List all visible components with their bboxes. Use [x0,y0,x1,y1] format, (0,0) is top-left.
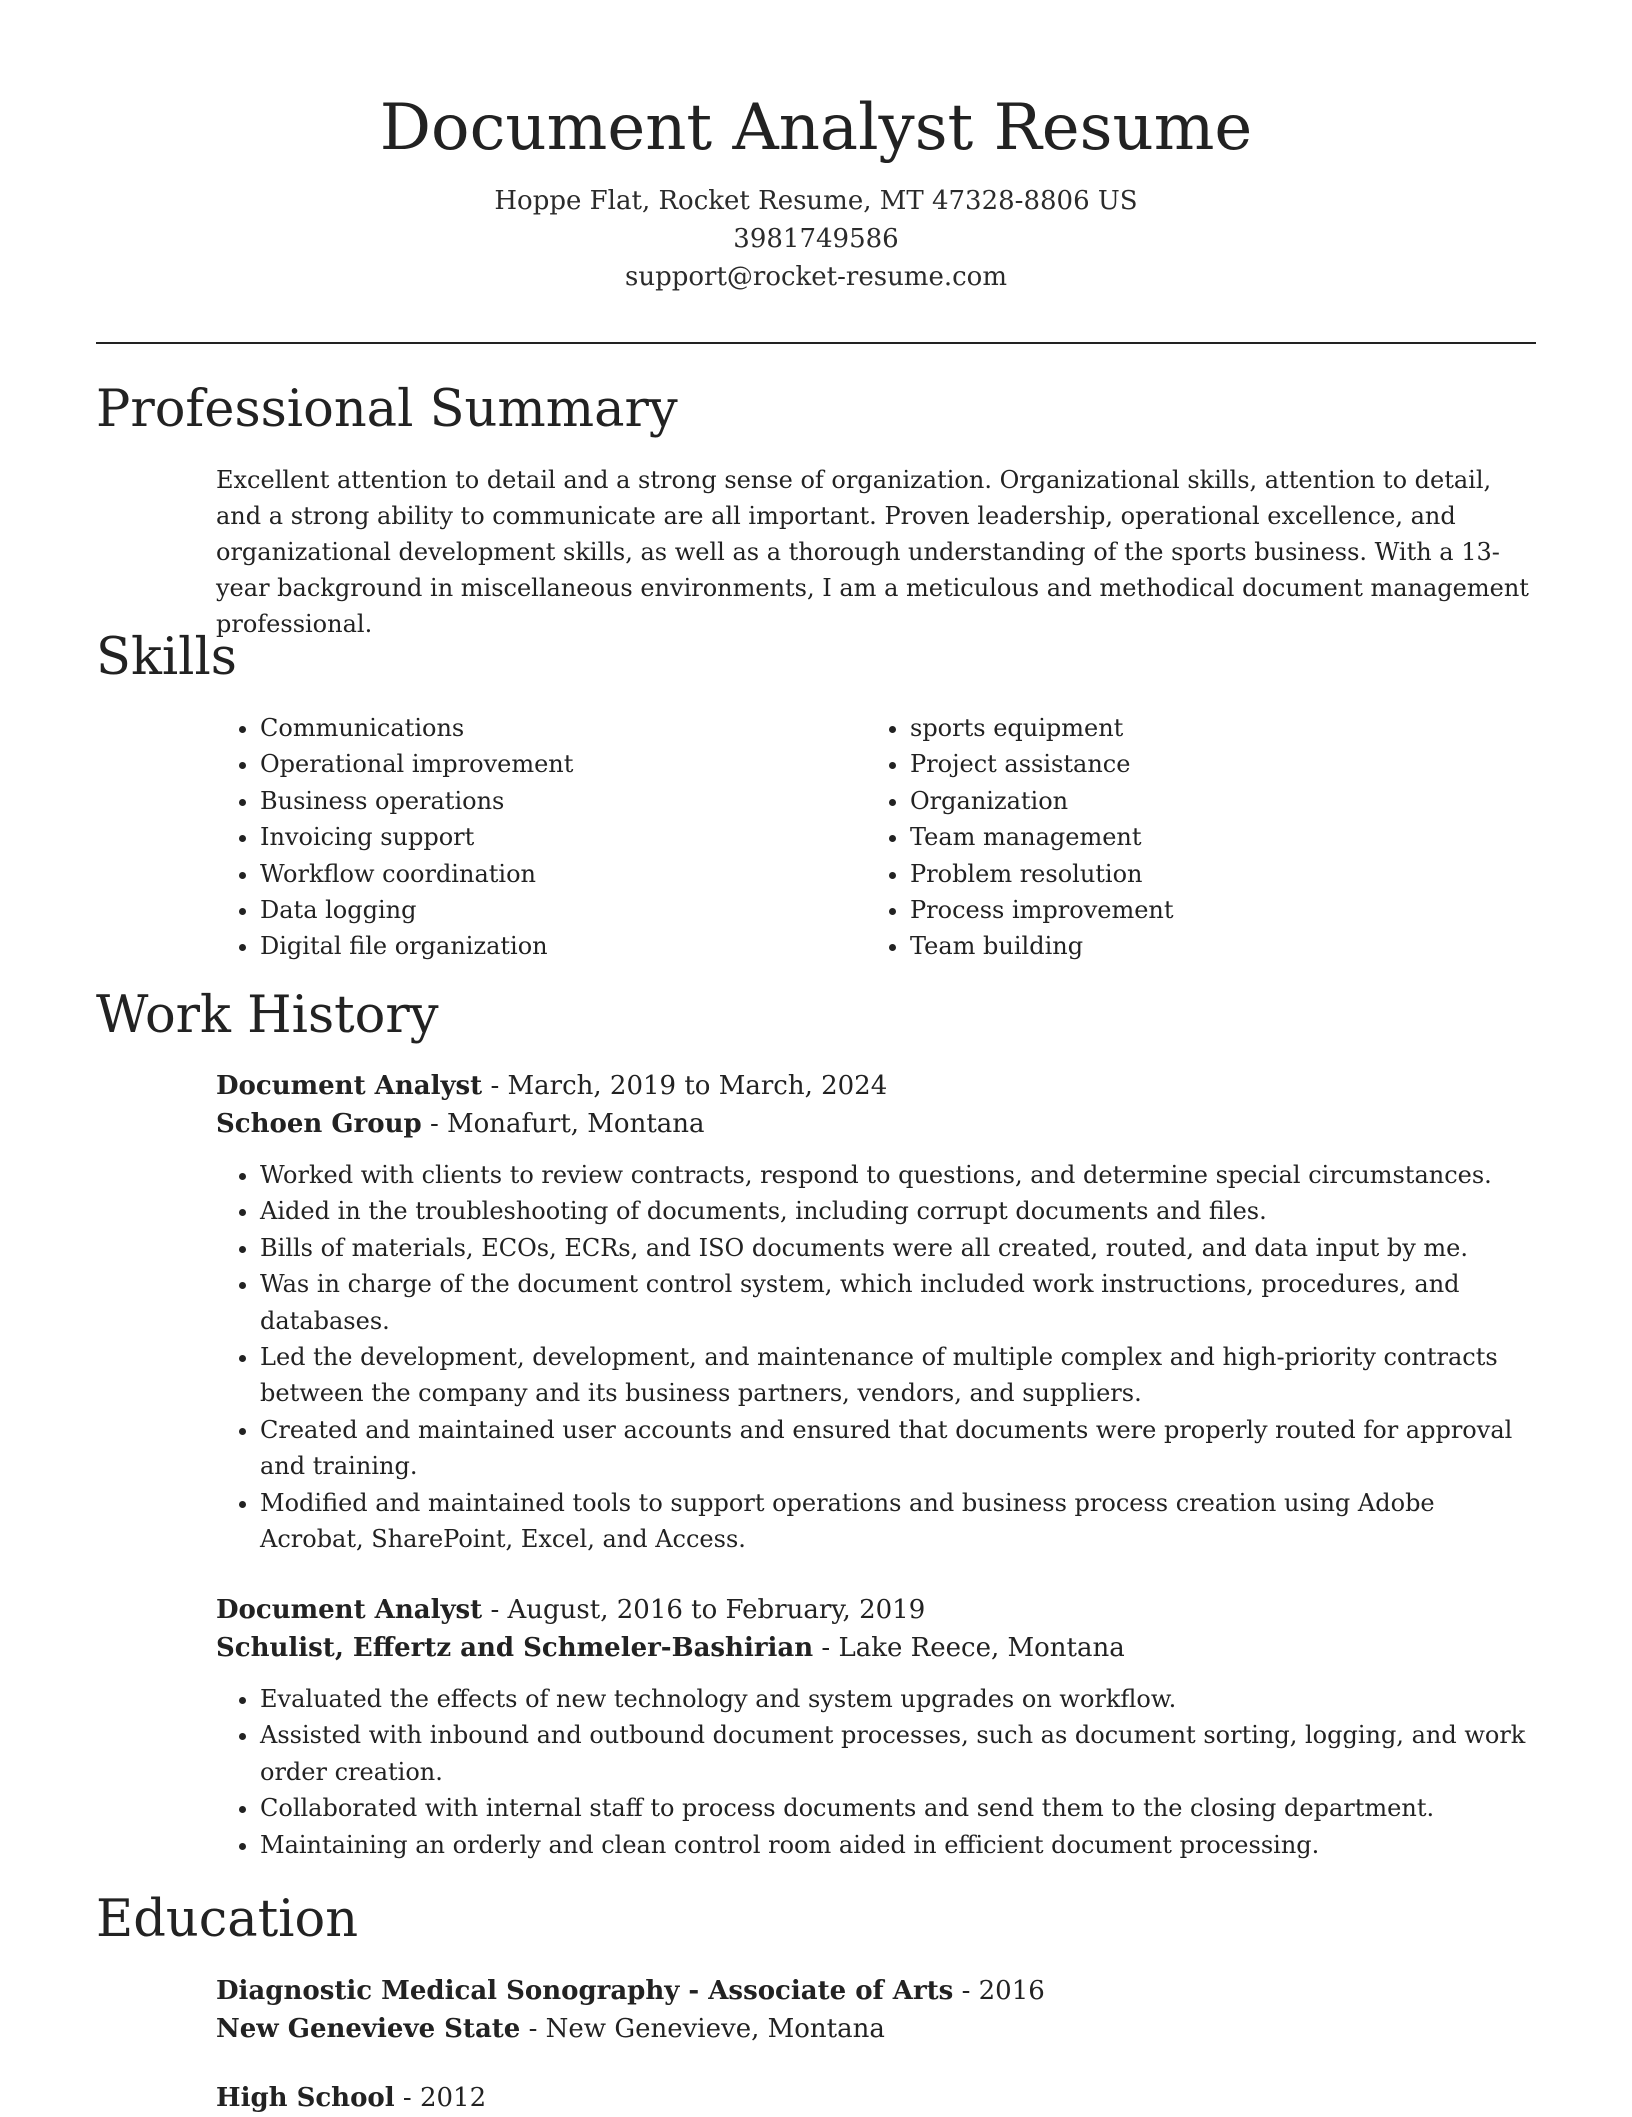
skill-item: • Communications [260,710,860,746]
job-dates: - August, 2016 to February, 2019 [482,1595,926,1625]
contact-info [0,182,1632,296]
section-title-skills: Skills [96,628,237,687]
education-program-line [216,2079,1536,2117]
job-entry [216,1591,1536,1863]
job-location: - Monafurt, Montana [421,1109,705,1139]
header-divider [96,342,1536,344]
education-entry [216,1972,1536,2048]
job-bullets [216,1157,1536,1557]
skill-item: • Organization [910,783,1510,819]
job-bullet: • Collaborated with internal staff to process documents and send them to the closing department. [260,1790,1536,1826]
education-entry [216,2079,1536,2117]
job-bullet: • Worked with clients to review contracts, respond to questions, and determine special circumstances. [260,1157,1536,1193]
education-program: High School [216,2083,395,2113]
skills-column-left [216,710,860,965]
skill-item: • Process improvement [910,892,1510,928]
contact-email: support@rocket-resume.com [624,262,1007,292]
job-bullet: • Led the development, development, and maintenance of multiple complex and high-priority contracts between the company and its business partners, vendors, and suppliers. [260,1339,1536,1412]
education-school: New Genevieve State [216,2014,521,2044]
resume-header [0,82,1632,296]
education-school-line [216,2010,1536,2048]
contact-address: Hoppe Flat, Rocket Resume, MT 47328-8806 US [494,186,1138,216]
skill-item: • Team building [910,928,1510,964]
skill-item: • Operational improvement [260,746,860,782]
job-role: Document Analyst [216,1595,483,1625]
education-location: - New Genevieve, Montana [520,2014,885,2044]
job-bullet: • Modified and maintained tools to support operations and business process creation using Adobe Acrobat, SharePoint, Excel, and Access. [260,1485,1536,1558]
section-title-work-history: Work History [96,986,439,1045]
job-bullet: • Aided in the troubleshooting of documents, including corrupt documents and files. [260,1193,1536,1229]
education-program-line [216,1972,1536,2010]
section-title-education: Education [96,1890,359,1949]
education-program: Diagnostic Medical Sonography - Associate of Arts [216,1976,954,2006]
skill-item: • sports equipment [910,710,1510,746]
job-bullet: • Created and maintained user accounts and ensured that documents were properly routed for approval and training. [260,1412,1536,1485]
contact-phone: 3981749586 [733,224,899,254]
job-bullet: • Bills of materials, ECOs, ECRs, and ISO documents were all created, routed, and data input by me. [260,1230,1536,1266]
skill-item: • Team management [910,819,1510,855]
skills-column-right [866,710,1510,965]
skill-item: • Invoicing support [260,819,860,855]
job-role: Document Analyst [216,1071,483,1101]
job-location: - Lake Reece, Montana [813,1633,1125,1663]
skill-item: • Data logging [260,892,860,928]
education-year: - 2016 [953,1976,1045,2006]
skill-item: • Business operations [260,783,860,819]
resume-title: Document Analyst Resume [379,91,1253,165]
section-title-summary: Professional Summary [96,380,678,439]
skill-item: • Workflow coordination [260,856,860,892]
job-company: Schulist, Effertz and Schmeler-Bashirian [216,1633,814,1663]
job-bullet: • Assisted with inbound and outbound document processes, such as document sorting, logging, and work order creation. [260,1717,1536,1790]
job-title-line [216,1591,1536,1629]
job-dates: - March, 2019 to March, 2024 [482,1071,888,1101]
summary-text: Excellent attention to detail and a strong sense of organization. Organizational skills, attention to detail, and a strong ability to communicate are all important. Proven leadership, operational excellence, and organizational development skills, as well as a thorough understanding of the sports business. With a 13-year background in miscellaneous environments, I am a meticulous and methodical document management professional. [216,466,1529,638]
skill-item: • Project assistance [910,746,1510,782]
job-company-line [216,1629,1536,1667]
education-year: - 2012 [394,2083,487,2113]
skill-item: • Digital file organization [260,928,860,964]
job-company: Schoen Group [216,1109,422,1139]
skill-item: • Problem resolution [910,856,1510,892]
job-company-line [216,1105,1536,1143]
job-title-line [216,1067,1536,1105]
job-bullet: • Maintaining an orderly and clean control room aided in efficient document processing. [260,1827,1536,1863]
job-entry [216,1067,1536,1557]
job-bullet: • Evaluated the effects of new technology and system upgrades on workflow. [260,1681,1536,1717]
job-bullets [216,1681,1536,1863]
job-bullet: • Was in charge of the document control system, which included work instructions, procedures, and databases. [260,1266,1536,1339]
